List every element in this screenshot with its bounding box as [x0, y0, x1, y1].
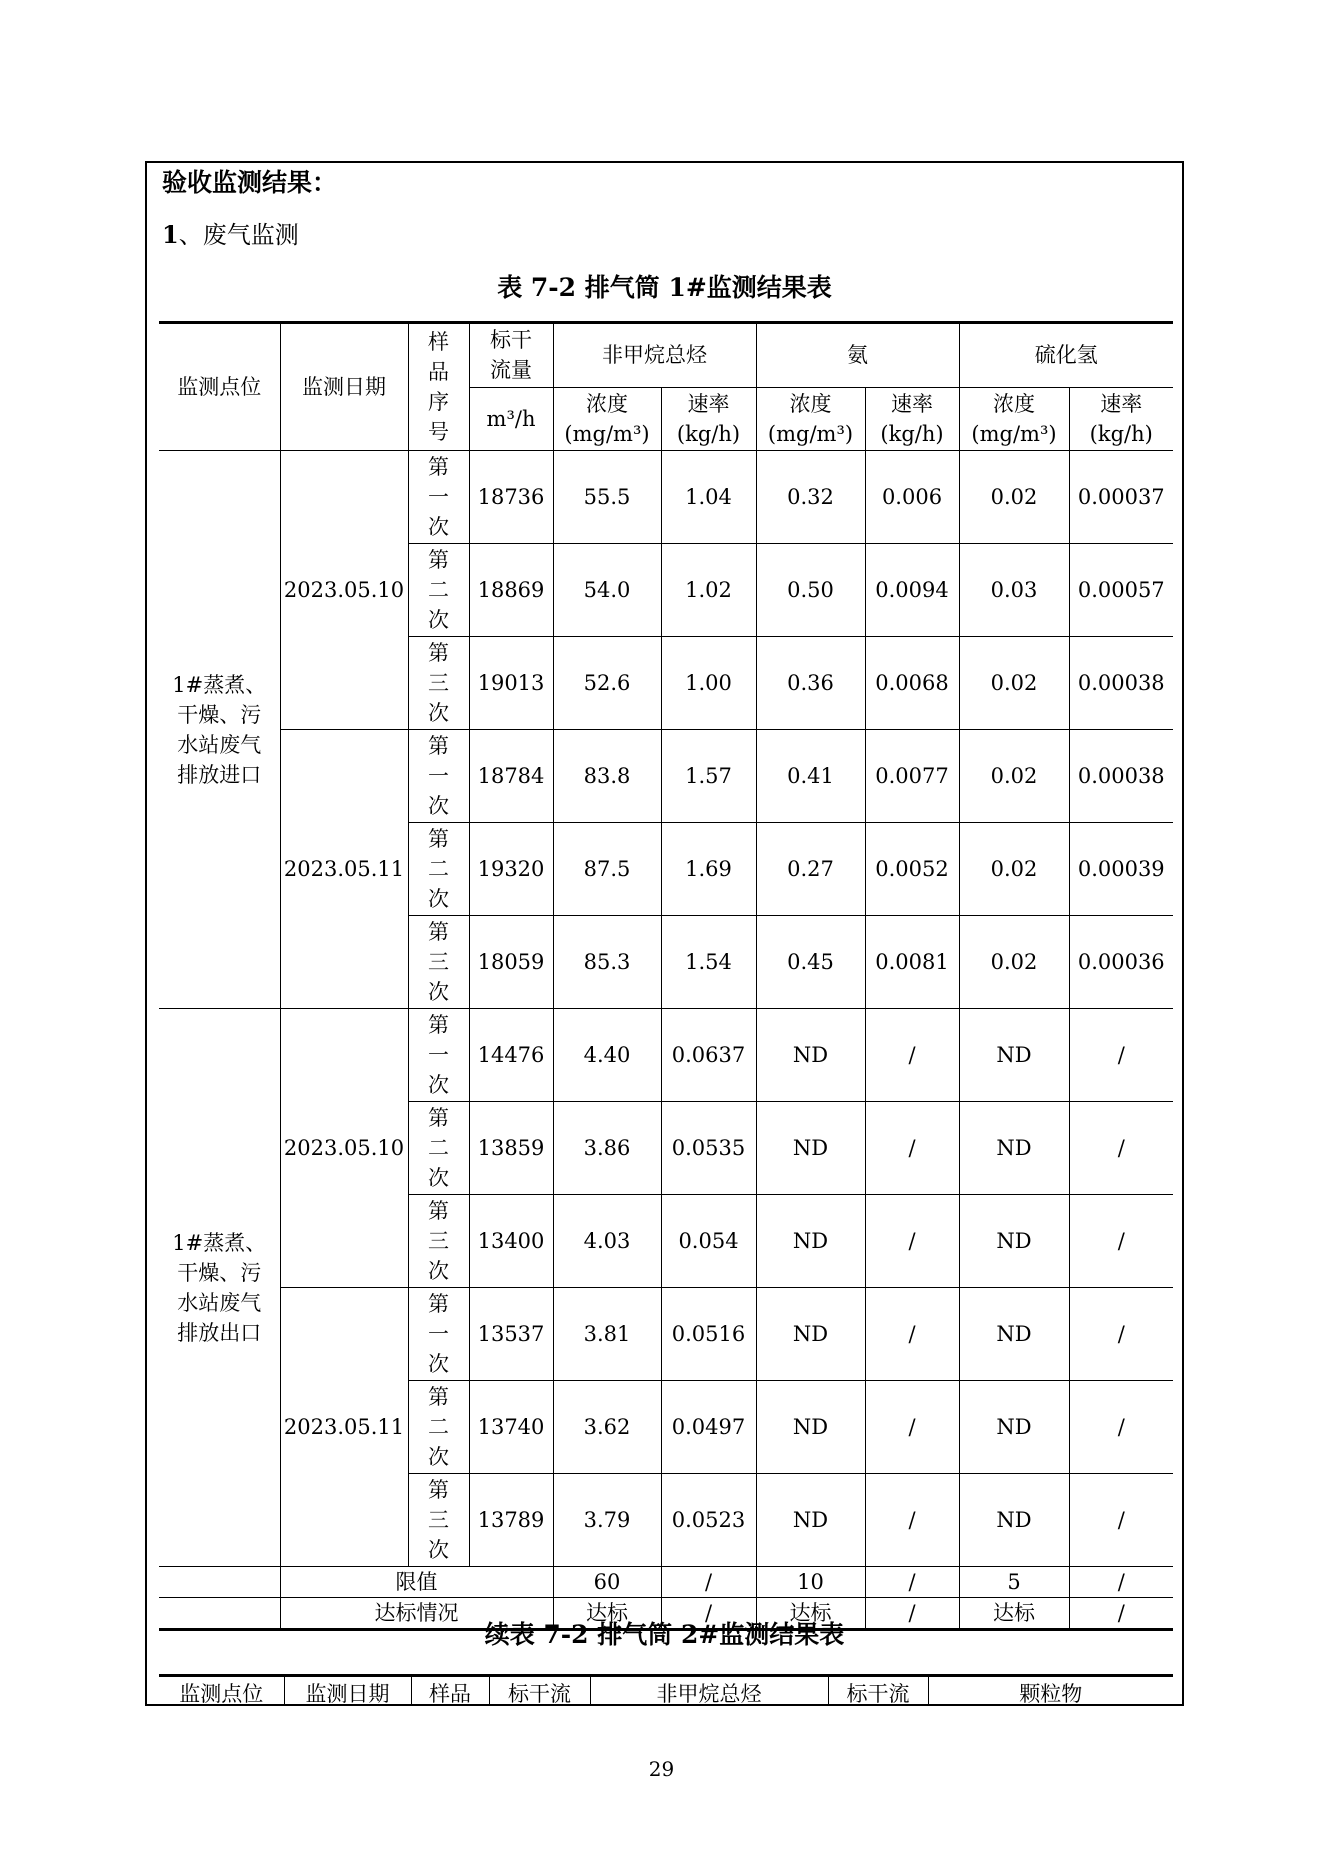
flow-cell: 18784 — [469, 730, 553, 823]
monitoring-point-line: 水站废气 — [177, 732, 262, 757]
limit-row-value: 10 — [756, 1567, 865, 1598]
nmhc-c-cell: 4.03 — [553, 1195, 661, 1288]
nh3-c-cell: ND — [756, 1102, 865, 1195]
nmhc-c-cell: 52.6 — [553, 637, 661, 730]
header-h2s: 硫化氢 — [959, 323, 1173, 388]
h2s-r-cell: 0.00057 — [1069, 544, 1173, 637]
section-title: 验收监测结果： — [162, 168, 338, 197]
nmhc-c-cell: 4.40 — [553, 1009, 661, 1102]
sample-seq-char: 次 — [428, 1538, 449, 1562]
header-line: 浓度 — [993, 391, 1035, 416]
compliance-row-value: 达标 — [553, 1598, 661, 1630]
nh3-r-cell: / — [865, 1102, 959, 1195]
nmhc-c-cell: 3.79 — [553, 1474, 661, 1567]
header-line: (mg/m³) — [971, 421, 1057, 446]
header-line: 速率 — [1100, 391, 1143, 416]
sample-seq-char: 第 — [428, 827, 449, 851]
nmhc-c-cell: 3.81 — [553, 1288, 661, 1381]
header-line: 浓度 — [586, 391, 628, 416]
h2s-c-cell: ND — [959, 1009, 1069, 1102]
h2s-c-cell: ND — [959, 1381, 1069, 1474]
table2 — [159, 1674, 1173, 1706]
table2-header-cell: 样品 — [411, 1676, 489, 1707]
nmhc-r-cell: 1.57 — [661, 730, 756, 823]
nh3-c-cell: 0.36 — [756, 637, 865, 730]
header-nh3: 氨 — [756, 323, 959, 388]
blank-cell — [159, 1567, 280, 1598]
nh3-c-cell: ND — [756, 1009, 865, 1102]
sample-seq-char: 次 — [428, 608, 449, 632]
header-line: (kg/h) — [880, 421, 944, 446]
table-row — [159, 1288, 1173, 1381]
sample-seq-char: 次 — [428, 1352, 449, 1376]
h2s-r-cell: / — [1069, 1195, 1173, 1288]
sample-seq-cell — [408, 1381, 469, 1474]
table2-header-cell: 非甲烷总烃 — [590, 1676, 828, 1707]
sample-seq-cell — [408, 823, 469, 916]
flow-cell: 19013 — [469, 637, 553, 730]
sample-seq-cell — [408, 1009, 469, 1102]
nh3-r-cell: / — [865, 1381, 959, 1474]
sample-seq-char: 次 — [428, 794, 449, 818]
limit-row — [159, 1567, 1173, 1598]
sample-seq-cell — [408, 1102, 469, 1195]
nh3-r-cell: 0.006 — [865, 451, 959, 544]
nmhc-r-cell: 0.0535 — [661, 1102, 756, 1195]
nh3-r-cell: / — [865, 1009, 959, 1102]
sample-seq-char: 第 — [428, 1013, 449, 1037]
nh3-c-cell: 0.27 — [756, 823, 865, 916]
h2s-c-cell: ND — [959, 1102, 1069, 1195]
compliance-row-label: 达标情况 — [280, 1598, 553, 1630]
h2s-r-cell: / — [1069, 1102, 1173, 1195]
nh3-c-cell: 0.32 — [756, 451, 865, 544]
nmhc-c-cell: 55.5 — [553, 451, 661, 544]
nh3-r-cell: 0.0081 — [865, 916, 959, 1009]
header-nmhc-conc — [553, 387, 661, 451]
h2s-r-cell: / — [1069, 1381, 1173, 1474]
nmhc-r-cell: 0.0637 — [661, 1009, 756, 1102]
header-line: (mg/m³) — [564, 421, 650, 446]
header-flow — [469, 323, 553, 388]
report-frame — [145, 161, 1184, 1706]
nmhc-r-cell: 1.00 — [661, 637, 756, 730]
sample-seq-char: 二 — [428, 578, 449, 602]
sample-seq-char: 次 — [428, 887, 449, 911]
nmhc-c-cell: 85.3 — [553, 916, 661, 1009]
nh3-r-cell: 0.0077 — [865, 730, 959, 823]
header-line: 浓度 — [789, 391, 832, 416]
nh3-c-cell: ND — [756, 1474, 865, 1567]
flow-cell: 13789 — [469, 1474, 553, 1567]
sample-seq-char: 次 — [428, 515, 449, 539]
table1-caption: 表 7-2 排气筒 1#监测结果表 — [497, 273, 832, 302]
sample-seq-char: 三 — [428, 950, 449, 974]
h2s-r-cell: / — [1069, 1288, 1173, 1381]
h2s-r-cell: 0.00037 — [1069, 451, 1173, 544]
h2s-c-cell: 0.02 — [959, 823, 1069, 916]
monitoring-point-cell — [159, 451, 280, 1009]
table2-caption: 续表 7-2 排气筒 2#监测结果表 — [484, 1620, 845, 1649]
flow-cell: 13537 — [469, 1288, 553, 1381]
nmhc-r-cell: 1.54 — [661, 916, 756, 1009]
flow-cell: 18869 — [469, 544, 553, 637]
h2s-r-cell: 0.00039 — [1069, 823, 1173, 916]
h2s-r-cell: / — [1069, 1009, 1173, 1102]
nh3-r-cell: 0.0094 — [865, 544, 959, 637]
flow-cell: 18736 — [469, 451, 553, 544]
sample-seq-cell — [408, 916, 469, 1009]
sample-seq-char: 次 — [428, 1073, 449, 1097]
sample-seq-char: 三 — [428, 671, 449, 695]
sample-seq-char: 第 — [428, 455, 449, 479]
nh3-r-cell: / — [865, 1195, 959, 1288]
flow-cell: 13740 — [469, 1381, 553, 1474]
sample-seq-char: 一 — [428, 1043, 449, 1067]
compliance-row-value: / — [865, 1598, 959, 1630]
nh3-r-cell: / — [865, 1474, 959, 1567]
header-point: 监测点位 — [159, 323, 280, 451]
nmhc-r-cell: 1.04 — [661, 451, 756, 544]
sample-seq-char: 二 — [428, 857, 449, 881]
sample-seq-char: 一 — [428, 764, 449, 788]
sample-seq-char: 三 — [428, 1229, 449, 1253]
header-h2s-rate — [1069, 387, 1173, 451]
nmhc-c-cell: 3.86 — [553, 1102, 661, 1195]
table1-body — [159, 323, 1173, 1630]
monitoring-date-cell: 2023.05.10 — [280, 451, 408, 730]
nmhc-r-cell: 1.69 — [661, 823, 756, 916]
limit-row-value: / — [865, 1567, 959, 1598]
table2-header-cell: 标干流 — [828, 1676, 928, 1707]
header-line: (kg/h) — [676, 421, 741, 446]
nmhc-r-cell: 1.02 — [661, 544, 756, 637]
table2-header-row — [159, 1676, 1173, 1707]
sample-seq-char: 第 — [428, 920, 449, 944]
nmhc-c-cell: 83.8 — [553, 730, 661, 823]
header-seq-char: 号 — [428, 420, 449, 444]
nmhc-c-cell: 87.5 — [553, 823, 661, 916]
subsection-text: 废气监测 — [202, 221, 299, 249]
nh3-r-cell: 0.0052 — [865, 823, 959, 916]
nh3-c-cell: ND — [756, 1288, 865, 1381]
sample-seq-cell — [408, 1474, 469, 1567]
sample-seq-char: 第 — [428, 1199, 449, 1223]
sample-seq-char: 次 — [428, 1259, 449, 1283]
h2s-c-cell: 0.02 — [959, 916, 1069, 1009]
monitoring-point-line: 排放进口 — [177, 762, 262, 787]
nmhc-c-cell: 54.0 — [553, 544, 661, 637]
table-row — [159, 1009, 1173, 1102]
sample-seq-char: 一 — [428, 1322, 449, 1346]
header-line: (kg/h) — [1089, 421, 1153, 446]
subsection-number: 1 — [162, 220, 179, 249]
limit-row-value: / — [661, 1567, 756, 1598]
header-line: 速率 — [891, 391, 933, 416]
monitoring-point-line: 干燥、污 — [177, 1260, 262, 1285]
header-h2s-conc — [959, 387, 1069, 451]
compliance-row-value: / — [1069, 1598, 1173, 1630]
header-nh3-rate — [865, 387, 959, 451]
page-number: 29 — [648, 1757, 675, 1781]
sample-seq-char: 第 — [428, 1106, 449, 1130]
table2-header-cell: 监测点位 — [159, 1676, 284, 1707]
compliance-row-value: 达标 — [959, 1598, 1069, 1630]
h2s-c-cell: ND — [959, 1474, 1069, 1567]
limit-row-value: 60 — [553, 1567, 661, 1598]
monitoring-point-line: 1#蒸煮、 — [172, 1230, 267, 1255]
header-seq-char: 品 — [428, 360, 449, 384]
sample-seq-cell — [408, 730, 469, 823]
nh3-c-cell: ND — [756, 1195, 865, 1288]
monitoring-point-line: 干燥、污 — [177, 702, 262, 727]
header-seq-char: 样 — [428, 330, 449, 354]
sample-seq-char: 二 — [428, 1415, 449, 1439]
h2s-r-cell: 0.00038 — [1069, 637, 1173, 730]
flow-cell: 13859 — [469, 1102, 553, 1195]
nmhc-r-cell: 0.0516 — [661, 1288, 756, 1381]
nmhc-c-cell: 3.62 — [553, 1381, 661, 1474]
sample-seq-char: 一 — [428, 485, 449, 509]
flow-cell: 14476 — [469, 1009, 553, 1102]
header-flow-unit: m³/h — [469, 387, 553, 451]
subsection-heading — [162, 215, 299, 255]
header-seq-char: 序 — [428, 390, 449, 414]
flow-cell: 18059 — [469, 916, 553, 1009]
header-nh3-conc — [756, 387, 865, 451]
header-line: (mg/m³) — [767, 421, 854, 446]
sample-seq-char: 第 — [428, 1385, 449, 1409]
nh3-c-cell: ND — [756, 1381, 865, 1474]
h2s-c-cell: 0.03 — [959, 544, 1069, 637]
header-nmhc-rate — [661, 387, 756, 451]
sample-seq-cell — [408, 544, 469, 637]
nh3-r-cell: / — [865, 1288, 959, 1381]
limit-row-value: 5 — [959, 1567, 1069, 1598]
monitoring-date-cell: 2023.05.11 — [280, 1288, 408, 1567]
sample-seq-cell — [408, 451, 469, 544]
header-flow-line: 流量 — [490, 358, 532, 383]
flow-cell: 19320 — [469, 823, 553, 916]
header-date: 监测日期 — [280, 323, 408, 451]
sample-seq-char: 次 — [428, 1166, 449, 1190]
h2s-c-cell: 0.02 — [959, 637, 1069, 730]
table2-header-cell: 监测日期 — [284, 1676, 411, 1707]
nh3-r-cell: 0.0068 — [865, 637, 959, 730]
table1 — [159, 321, 1173, 1631]
sample-seq-cell — [408, 637, 469, 730]
h2s-c-cell: ND — [959, 1195, 1069, 1288]
table1-header-row-1 — [159, 323, 1173, 388]
sample-seq-char: 次 — [428, 701, 449, 725]
header-nmhc: 非甲烷总烃 — [553, 323, 756, 388]
nh3-c-cell: 0.41 — [756, 730, 865, 823]
sample-seq-char: 三 — [428, 1508, 449, 1532]
h2s-c-cell: ND — [959, 1288, 1069, 1381]
table-row — [159, 451, 1173, 544]
h2s-c-cell: 0.02 — [959, 451, 1069, 544]
flow-cell: 13400 — [469, 1195, 553, 1288]
table2-header-cell: 标干流 — [489, 1676, 590, 1707]
nmhc-r-cell: 0.0523 — [661, 1474, 756, 1567]
nmhc-r-cell: 0.054 — [661, 1195, 756, 1288]
sample-seq-char: 第 — [428, 734, 449, 758]
nmhc-r-cell: 0.0497 — [661, 1381, 756, 1474]
monitoring-point-line: 1#蒸煮、 — [172, 672, 267, 697]
header-flow-line: 标干 — [490, 328, 532, 353]
table2-header-cell: 颗粒物 — [928, 1676, 1173, 1707]
monitoring-date-cell: 2023.05.10 — [280, 1009, 408, 1288]
sample-seq-char: 次 — [428, 1445, 449, 1469]
table-row — [159, 730, 1173, 823]
h2s-r-cell: / — [1069, 1474, 1173, 1567]
nh3-c-cell: 0.50 — [756, 544, 865, 637]
monitoring-point-line: 水站废气 — [177, 1290, 262, 1315]
subsection-separator: 、 — [178, 221, 203, 249]
compliance-row-value: 达标 — [756, 1598, 865, 1630]
monitoring-point-line: 排放出口 — [177, 1320, 262, 1345]
h2s-r-cell: 0.00036 — [1069, 916, 1173, 1009]
compliance-row-value: / — [661, 1598, 756, 1630]
limit-row-label: 限值 — [280, 1567, 553, 1598]
h2s-r-cell: 0.00038 — [1069, 730, 1173, 823]
sample-seq-char: 次 — [428, 980, 449, 1004]
sample-seq-cell — [408, 1195, 469, 1288]
nh3-c-cell: 0.45 — [756, 916, 865, 1009]
sample-seq-char: 第 — [428, 1478, 449, 1502]
sample-seq-cell — [408, 1288, 469, 1381]
header-line: 速率 — [687, 391, 730, 416]
sample-seq-char: 第 — [428, 548, 449, 572]
sample-seq-char: 二 — [428, 1136, 449, 1160]
sample-seq-char: 第 — [428, 641, 449, 665]
sample-seq-char: 第 — [428, 1292, 449, 1316]
limit-row-value: / — [1069, 1567, 1173, 1598]
header-seq — [408, 323, 469, 451]
monitoring-date-cell: 2023.05.11 — [280, 730, 408, 1009]
h2s-c-cell: 0.02 — [959, 730, 1069, 823]
monitoring-point-cell — [159, 1009, 280, 1567]
